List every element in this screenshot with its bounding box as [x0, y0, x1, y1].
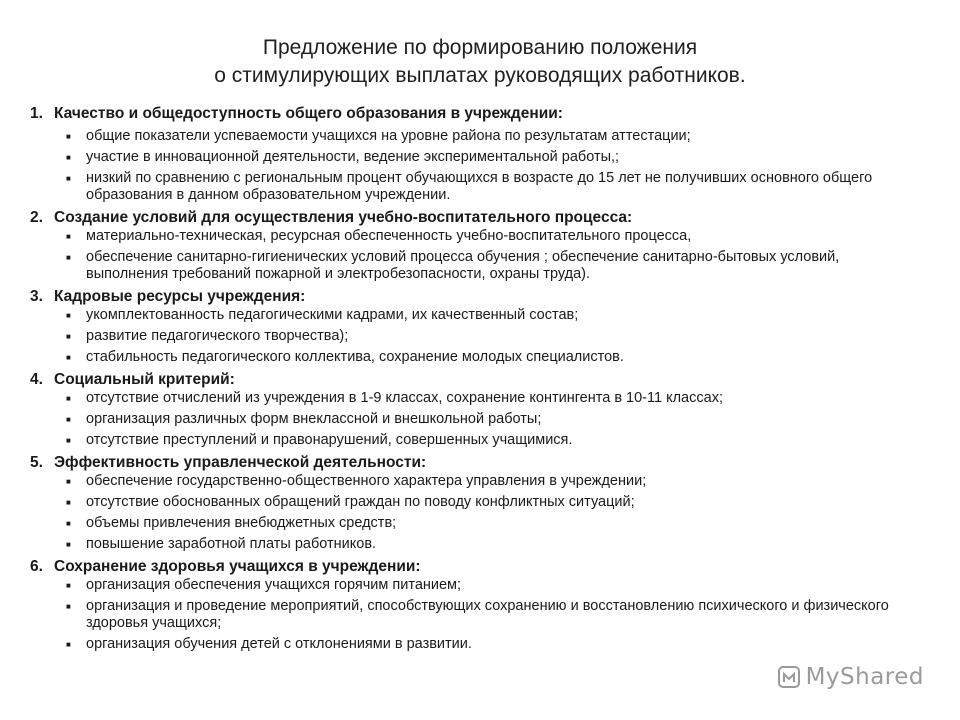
- list-item-text: обеспечение санитарно-гигиенических условий процесса обучения ; обеспечение санитарно-бытовых условий, выполнения требований пожарной и электробезопасности, охраны труда).: [86, 249, 840, 282]
- criteria-section: [30, 208, 920, 283]
- square-bullet-icon: ■: [66, 153, 71, 162]
- bullet-list: [30, 473, 920, 553]
- list-item-text: обеспечение государственно-общественного характера управления в учреждении;: [86, 473, 647, 489]
- list-item: [66, 390, 920, 407]
- list-item: [66, 411, 920, 428]
- list-item-text: организация обеспечения учащихся горячим питанием;: [86, 577, 462, 593]
- section-heading-text: Качество и общедоступность общего образования в учреждении:: [54, 105, 563, 122]
- watermark-text: MyShared: [805, 664, 924, 690]
- list-item: [66, 249, 920, 283]
- section-number: 5.: [30, 454, 43, 471]
- list-item: [66, 128, 920, 145]
- list-item: [66, 170, 920, 204]
- square-bullet-icon: ■: [66, 519, 71, 528]
- list-item-text: участие в инновационной деятельности, ведение экспериментальной работы,;: [86, 149, 620, 165]
- square-bullet-icon: ■: [66, 353, 71, 362]
- list-item-text: организация различных форм внеклассной и внешкольной работы;: [86, 411, 542, 427]
- list-item: [66, 473, 920, 490]
- bullet-list: [30, 390, 920, 449]
- list-item: [66, 328, 920, 345]
- mysharing-logo-icon: [778, 666, 800, 688]
- list-item-text: организация обучения детей с отклонениями в развитии.: [86, 636, 472, 652]
- section-heading: [30, 287, 920, 307]
- square-bullet-icon: ■: [66, 311, 71, 320]
- page-title: [0, 34, 960, 90]
- list-item: [66, 149, 920, 166]
- square-bullet-icon: ■: [66, 498, 71, 507]
- list-item-text: стабильность педагогического коллектива, сохранение молодых специалистов.: [86, 349, 624, 365]
- list-item: [66, 307, 920, 324]
- list-item-text: отсутствие отчислений из учреждения в 1-9 классах, сохранение контингента в 10-11 классах;: [86, 390, 723, 406]
- bullet-list: [30, 128, 920, 204]
- page-title-line-2: о стимулирующих выплатах руководящих работников.: [214, 64, 746, 87]
- list-item: [66, 228, 920, 245]
- section-heading: [30, 557, 920, 577]
- square-bullet-icon: ■: [66, 640, 71, 649]
- list-item: [66, 515, 920, 532]
- list-item: [66, 432, 920, 449]
- list-item-text: развитие педагогического творчества);: [86, 328, 349, 344]
- section-number: 2.: [30, 209, 43, 226]
- section-heading-text: Сохранение здоровья учащихся в учреждении:: [54, 558, 421, 575]
- list-item: [66, 598, 920, 632]
- square-bullet-icon: ■: [66, 174, 71, 183]
- criteria-section: [30, 453, 920, 553]
- bullet-list: [30, 228, 920, 283]
- list-item: [66, 494, 920, 511]
- section-heading-text: Создание условий для осуществления учебно-воспитательного процесса:: [54, 209, 633, 226]
- bullet-list: [30, 577, 920, 653]
- square-bullet-icon: ■: [66, 436, 71, 445]
- page-title-line-1: Предложение по формированию положения: [262, 36, 698, 59]
- bullet-list: [30, 307, 920, 366]
- list-item-text: общие показатели успеваемости учащихся на уровне района по результатам аттестации;: [86, 128, 691, 144]
- list-item-text: низкий по сравнению с региональным процент обучающихся в возрасте до 15 лет не получивших основного общего образования в данном образовательном учреждении.: [86, 170, 873, 203]
- square-bullet-icon: ■: [66, 540, 71, 549]
- section-number: 6.: [30, 558, 43, 575]
- section-heading: [30, 370, 920, 390]
- list-item: [66, 349, 920, 366]
- list-item: [66, 636, 920, 653]
- list-item-text: отсутствие обоснованных обращений граждан по поводу конфликтных ситуаций;: [86, 494, 635, 510]
- square-bullet-icon: ■: [66, 477, 71, 486]
- section-heading: [30, 453, 920, 473]
- list-item: [66, 536, 920, 553]
- square-bullet-icon: ■: [66, 415, 71, 424]
- section-heading-text: Эффективность управленческой деятельности:: [54, 454, 427, 471]
- list-item-text: укомплектованность педагогическими кадрами, их качественный состав;: [86, 307, 579, 323]
- criteria-section: [30, 370, 920, 449]
- list-item-text: организация и проведение мероприятий, способствующих сохранению и восстановлению психического и физического здоровья учащихся;: [86, 598, 889, 631]
- list-item-text: материально-техническая, ресурсная обеспеченность учебно-воспитательного процесса,: [86, 228, 692, 244]
- square-bullet-icon: ■: [66, 132, 71, 141]
- section-heading: [30, 208, 920, 228]
- section-number: 1.: [30, 105, 43, 122]
- criteria-section: [30, 287, 920, 366]
- square-bullet-icon: ■: [66, 253, 71, 262]
- list-item-text: объемы привлечения внебюджетных средств;: [86, 515, 397, 531]
- square-bullet-icon: ■: [66, 394, 71, 403]
- square-bullet-icon: ■: [66, 232, 71, 241]
- criteria-list: [30, 104, 920, 657]
- section-number: 4.: [30, 371, 43, 388]
- list-item: [66, 577, 920, 594]
- list-item-text: повышение заработной платы работников.: [86, 536, 377, 552]
- watermark: [778, 664, 924, 690]
- section-heading-text: Кадровые ресурсы учреждения:: [54, 288, 306, 305]
- criteria-section: [30, 104, 920, 204]
- section-heading: [30, 104, 920, 124]
- list-item-text: отсутствие преступлений и правонарушений, совершенных учащимися.: [86, 432, 573, 448]
- square-bullet-icon: ■: [66, 332, 71, 341]
- square-bullet-icon: ■: [66, 602, 71, 611]
- criteria-section: [30, 557, 920, 653]
- section-heading-text: Социальный критерий:: [54, 371, 235, 388]
- section-number: 3.: [30, 288, 43, 305]
- square-bullet-icon: ■: [66, 581, 71, 590]
